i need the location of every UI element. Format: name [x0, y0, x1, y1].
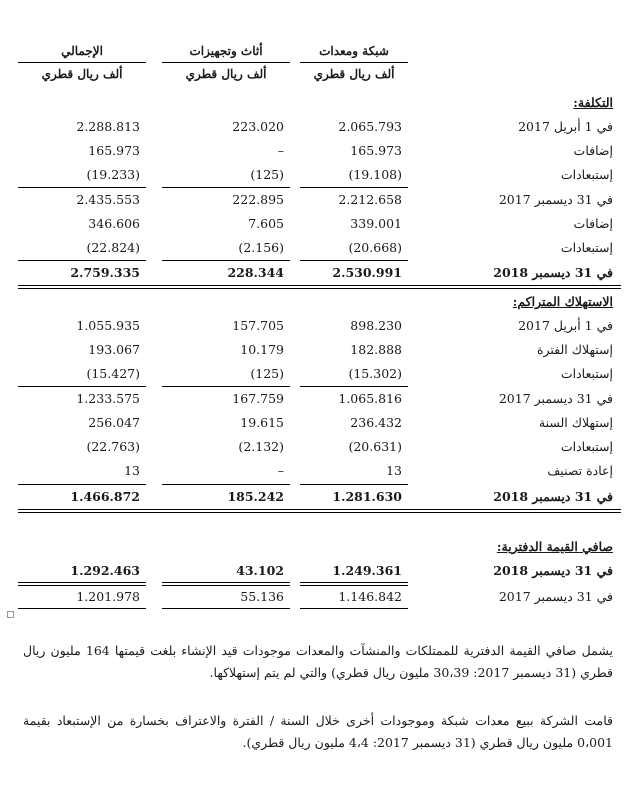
note-paragraph-1: يشمل صافي القيمة الدفترية للممتلكات والمنشآت والمعدات موجودات قيد الإنشاء بلغت قيمتها 164 مليون ريال قطري (31 ديسمبر 2017: 30،39 مليون ريال قطري) والتي لم يتم إستهلاكها.	[23, 643, 613, 680]
row-label: إستهلاك السنة	[538, 415, 613, 430]
table-row-total	[0, 261, 635, 285]
value-furniture: (2.156)	[238, 240, 284, 255]
table-row	[0, 411, 635, 435]
section-title: صافي القيمة الدفترية:	[496, 539, 613, 554]
table-row-total	[0, 559, 635, 583]
value-furniture: –	[277, 143, 284, 158]
value-furniture: –	[277, 463, 284, 478]
row-label: في 31 ديسمبر 2017	[498, 589, 613, 604]
value-network: 2.212.658	[338, 192, 402, 207]
row-label: إستبعادات	[560, 439, 613, 454]
table-row	[0, 585, 635, 609]
value-network: 165.973	[350, 143, 402, 158]
row-label: في 1 أبريل 2017	[518, 318, 613, 333]
row-label: إستبعادات	[560, 240, 613, 255]
row-label: إستهلاك الفترة	[536, 342, 613, 357]
value-network: 898.230	[350, 318, 402, 333]
value-furniture: 7.605	[248, 216, 284, 231]
value-network: 182.888	[350, 342, 402, 357]
value-network: 1.065.816	[338, 391, 402, 406]
value-network: 339.001	[350, 216, 402, 231]
value-total: 1.055.935	[76, 318, 140, 333]
value-network: 1.146.842	[338, 589, 402, 604]
column-unit-network: ألف ريال قطري	[313, 67, 395, 81]
row-label: إضافات	[573, 216, 613, 231]
column-title-total: الإجمالي	[18, 40, 146, 63]
value-total: 1.201.978	[76, 589, 140, 604]
table-row	[0, 139, 635, 163]
value-network: (20.631)	[348, 439, 402, 454]
value-network: 1.249.361	[332, 563, 402, 578]
value-total: 2.288.813	[76, 119, 140, 134]
value-network: (19.108)	[348, 167, 402, 182]
table-row	[0, 115, 635, 139]
table-row	[0, 435, 635, 459]
value-furniture: 55.136	[240, 589, 284, 604]
table-row	[0, 387, 635, 411]
value-furniture: 222.895	[232, 192, 284, 207]
table-row	[0, 459, 635, 483]
table-row	[0, 236, 635, 260]
table-row-total	[0, 485, 635, 509]
value-furniture: 185.242	[227, 489, 284, 504]
value-total: (19.233)	[86, 167, 140, 182]
row-label: في 1 أبريل 2017	[518, 119, 613, 134]
value-furniture: 167.759	[232, 391, 284, 406]
bottom-rule	[18, 608, 146, 609]
value-total: 165.973	[88, 143, 140, 158]
total-double-rule	[18, 509, 621, 513]
row-label: إستبعادات	[560, 366, 613, 381]
value-furniture: (125)	[250, 366, 284, 381]
value-furniture: 157.705	[232, 318, 284, 333]
section-heading-depreciation	[0, 290, 635, 314]
table-anchor-marker	[7, 611, 14, 618]
section-title: الاستهلاك المتراكم:	[512, 294, 613, 309]
row-label: في 31 ديسمبر 2017	[498, 192, 613, 207]
row-label: إعادة تصنيف	[547, 463, 613, 478]
row-label: في 31 ديسمبر 2018	[493, 265, 613, 280]
table-row	[0, 314, 635, 338]
value-network: 2.530.991	[332, 265, 402, 280]
value-furniture: 228.344	[227, 265, 284, 280]
column-title-furniture: أثاث وتجهيزات	[162, 40, 290, 63]
value-total: (22.824)	[86, 240, 140, 255]
value-network: 236.432	[350, 415, 402, 430]
value-furniture: (125)	[250, 167, 284, 182]
value-total: 1.233.575	[76, 391, 140, 406]
section-title: التكلفة:	[573, 95, 613, 110]
table-row	[0, 338, 635, 362]
total-double-rule	[18, 285, 621, 289]
value-total: 2.759.335	[70, 265, 140, 280]
section-heading-cost	[0, 91, 635, 115]
value-network: (20.668)	[348, 240, 402, 255]
bottom-rule	[300, 608, 408, 609]
table-row	[0, 362, 635, 386]
row-label: في 31 ديسمبر 2018	[493, 563, 613, 578]
value-total: 346.606	[88, 216, 140, 231]
value-furniture: 10.179	[240, 342, 284, 357]
column-unit-total: ألف ريال قطري	[41, 67, 123, 81]
value-total: (15.427)	[86, 366, 140, 381]
value-total: 1.292.463	[70, 563, 140, 578]
note-paragraph-2: قامت الشركة ببيع معدات شبكة وموجودات أخرى خلال السنة / الفترة والاعتراف بخسارة من الإستبعاد بقيمة 0،001 مليون ريال قطري (31 ديسمبر 2017: 4،4 مليون ريال قطري).	[23, 713, 613, 750]
value-network: (15.302)	[348, 366, 402, 381]
table-row	[0, 212, 635, 236]
column-header-total	[18, 40, 146, 85]
row-label: إستبعادات	[560, 167, 613, 182]
value-network: 13	[386, 463, 402, 478]
value-furniture: 19.615	[240, 415, 284, 430]
column-header-furniture	[162, 40, 290, 85]
value-furniture: 43.102	[236, 563, 284, 578]
value-total: 1.466.872	[70, 489, 140, 504]
row-label: إضافات	[573, 143, 613, 158]
table-row	[0, 163, 635, 187]
value-total: 2.435.553	[76, 192, 140, 207]
row-label: في 31 ديسمبر 2018	[493, 489, 613, 504]
column-unit-furniture: ألف ريال قطري	[185, 67, 267, 81]
value-network: 2.065.793	[338, 119, 402, 134]
column-title-network: شبكة ومعدات	[300, 40, 408, 63]
table-row	[0, 188, 635, 212]
value-network: 1.281.630	[332, 489, 402, 504]
section-heading-nbv	[0, 535, 635, 559]
row-label: في 31 ديسمبر 2017	[498, 391, 613, 406]
value-total: (22.763)	[86, 439, 140, 454]
value-total: 256.047	[88, 415, 140, 430]
bottom-rule	[162, 608, 290, 609]
value-total: 193.067	[88, 342, 140, 357]
column-header-network	[300, 40, 408, 85]
value-furniture: (2.132)	[238, 439, 284, 454]
value-total: 13	[124, 463, 140, 478]
value-furniture: 223.020	[232, 119, 284, 134]
